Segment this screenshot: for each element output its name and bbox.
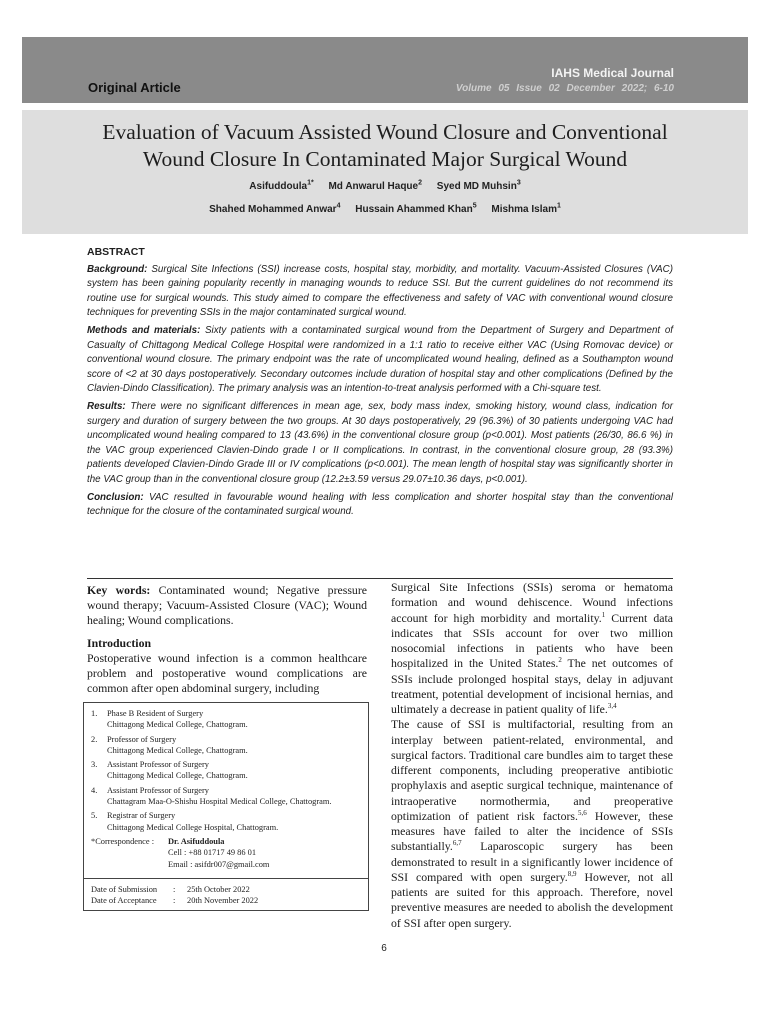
right-column xyxy=(391,580,673,931)
author: Syed MD Muhsin$^3$ xyxy=(436,180,521,193)
introduction-paragraph: Surgical Site Infections (SSIs) seroma or hematoma formation and wound dehiscence. Wound infections account for high morbidity and mortality.$^1$ Current data indicates that SSIs account for over two million nosocomial infections in patients who have been hospitalized in the United States.$^2$ The net outcomes of SSIs include prolonged hospital stays, delay in adjuvant treatment, potential development of incisional hernias, and ultimately a decrease in patient quality of life.$^{3,4}$ xyxy=(391,580,673,716)
correspondence-label: *Correspondence : xyxy=(91,836,155,846)
title-block xyxy=(22,110,748,234)
acceptance-date: 20th November 2022 xyxy=(187,896,259,906)
abstract xyxy=(87,245,673,523)
affiliation-item: 4. Assistant Professor of Surgery Chattagram Maa-O-Shishu Hospital Medical College, Chattogram. xyxy=(91,785,332,807)
abstract-background: Background: Surgical Site Infections (SSI) increase costs, hospital stay, morbidity, and mortality. Vacuum-Assisted Closures (VAC) system has been gaining popularity recently in managing wounds to reduce SSI. But the current guidelines do not recommend its routine use for surgical wounds. This study aimed to compare the effectiveness and safety of VAC with conventional wound closure techniques for preventing SSIs in the major contaminated surgical wound. xyxy=(87,263,673,319)
correspondence xyxy=(84,836,368,870)
abstract-methods: Methods and materials: Sixty patients with a contaminated surgical wound from the Department of Surgery and Department of Casualty of Chittagong Medical College Hospital were randomized in a 1:1 ratio to receive either VAC (Using Romovac device) or conventional wound closure. The primary endpoint was the rate of uncomplicated wound healing, defined as a Southampton wound score of <2 at 30 days postoperatively. Secondary outcomes include duration of hospital stay and other complications (Defined by the Clavien-Dindo Classification). The primary analysis was an intention-to-treat analysis performed with a Chi-square test. xyxy=(87,324,673,395)
author-list xyxy=(22,174,748,219)
author: Shahed Mohammed Anwar$^4$ xyxy=(209,202,341,215)
article-title: Evaluation of Vacuum Assisted Wound Closure and Conventional Wound Closure In Contaminated Major Surgical Wound xyxy=(102,120,668,171)
author: Hussain Ahammed Khan$^5$ xyxy=(355,202,477,215)
journal-banner xyxy=(22,37,748,103)
abstract-heading: ABSTRACT xyxy=(87,246,145,258)
submission-dates: Date of Submission : 25th October 2022 Date of Acceptance : 20th November 2022 xyxy=(84,878,368,907)
submission-date: 25th October 2022 xyxy=(187,885,250,894)
introduction-text-left: Postoperative wound infection is a common healthcare problem and postoperative wound complications are common after open abdominal surgery, including xyxy=(87,650,367,696)
author: Md Anwarul Haque$^2$ xyxy=(328,180,423,193)
introduction-paragraph: The cause of SSI is multifactorial, resulting from an interplay between patient-related, environmental, and surgical factors. Traditional care bundles aim to target these different components, including preoperative antibiotic prophylaxis and aseptic surgical technique, maintenance of intraoperative normothermia, and preoperative optimization of patient risk factors.$^{5,6}$ However, these measures have failed to alter the incidence of SSIs substantially.$^{6,7}$ Laparoscopic surgery has been demonstrated to result in a significantly lower incidence of SSI compared with open surgery.$^{8,9}$ However, not all patients are suited for this approach. Therefore, novel preventive measures are needed to abolish the development of SSI after open surgery. xyxy=(391,717,673,930)
introduction-heading: Introduction xyxy=(87,635,152,650)
left-column xyxy=(87,583,367,696)
affiliation-item: 3. Assistant Professor of Surgery Chittagong Medical College, Chattogram. xyxy=(91,760,248,781)
affiliation-item: 2. Professor of Surgery Chittagong Medical College, Chattogram. xyxy=(91,734,248,755)
affiliation-item: 5. Registrar of Surgery Chittagong Medical College Hospital, Chattogram. xyxy=(91,811,279,832)
author: Asifuddoula$^{1*}$ xyxy=(249,180,314,193)
affiliations-box xyxy=(83,702,369,911)
correspondence-name: Dr. Asifuddoula xyxy=(168,836,225,846)
abstract-divider xyxy=(87,578,673,579)
journal-name: IAHS Medical Journal xyxy=(551,66,674,80)
affiliation-item: 1. Phase B Resident of Surgery Chittagong Medical College, Chattogram. xyxy=(91,709,248,730)
article-type: Original Article xyxy=(88,80,181,95)
author: Mishma Islam$^1$ xyxy=(491,202,561,215)
abstract-results: Results: There were no significant differences in mean age, sex, body mass index, smoking history, wound class, indication for surgery and duration of surgery between the two groups. At 30 days postoperatively, 29 (96.3%) of 30 patients undergoing VAC had uncomplicated wound healing compared to 13 (43.6%) in the conventional closure group (p<0.001). Most patients (26/30, 86.6 %) in the VAC group experienced Clavien-Dindo grade I or II complications. In contrast, in the conventional closure group, 28 (93.3%) patients developed Clavien-Dindo Grade III or IV complications (p<0.001). The mean length of hospital stay was significantly shorter in the VAC group than in the conventional closure group (12.2±3.59 versus 29.07±10.36 days, p<0.001). xyxy=(87,400,673,485)
abstract-conclusion: Conclusion: VAC resulted in favourable wound healing with less complication and shorter hospital stay than the conventional technique for the closure of the contaminated surgical wound. xyxy=(87,491,673,518)
correspondence-cell: Cell : +88 01717 49 86 01 xyxy=(168,848,257,858)
keywords: Key words: Contaminated wound; Negative pressure wound therapy; Vacuum-Assisted Closure (VAC); Wound healing; Wound complications. xyxy=(87,583,367,628)
correspondence-email: Email : asifdr007@gmail.com xyxy=(168,859,270,869)
journal-issue-info: Volume 05 Issue 02 December 2022; 6-10 xyxy=(455,83,674,94)
page-number: 6 xyxy=(381,943,387,954)
